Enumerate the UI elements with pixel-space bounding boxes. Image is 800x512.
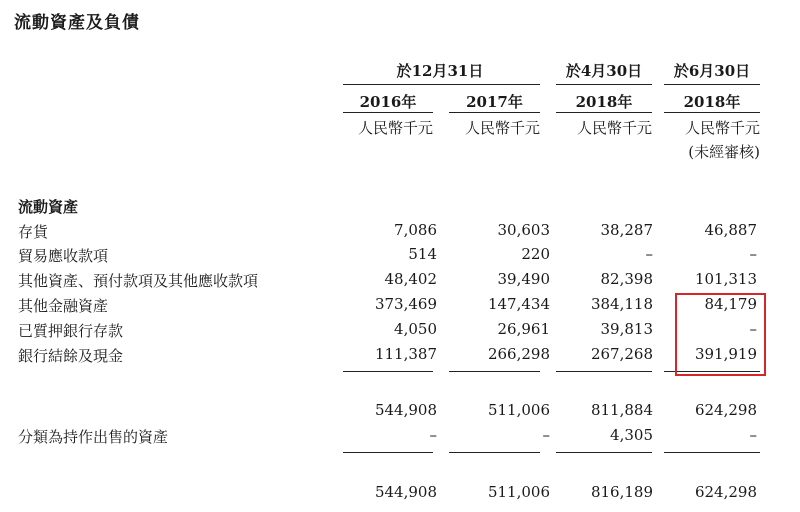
total-row [0,483,800,506]
cell: 38,287 [600,221,653,239]
row-label: 銀行結餘及現金 [18,347,124,365]
cell: 220 [521,245,550,263]
year-rule-2 [449,112,540,113]
cell: 266,298 [487,345,550,363]
row-label: 貿易應收款項 [18,247,109,265]
header-year-2018-apr: 2018年 [575,93,633,111]
total-rule-3 [556,452,652,453]
table-row [0,426,800,449]
cell: 514 [408,245,437,263]
subtotal-rule-1 [343,371,433,372]
year-rule-3 [556,112,652,113]
cell: 147,434 [487,295,550,313]
cell: 511,006 [487,401,550,419]
subtotal-row [0,401,800,424]
cell: 26,961 [497,320,550,338]
subtotal-rule-3 [556,371,652,372]
total-rule-2 [449,452,540,453]
header-year-2018-jun: 2018年 [683,93,741,111]
cell: – [542,426,550,444]
row-label: 存貨 [18,223,49,241]
header-group-jun30: 於6月30日 [673,62,751,80]
cell: 544,908 [374,483,437,501]
subtotal-rule-2 [449,371,540,372]
unit-col2: 人民幣千元 [464,119,540,137]
unit-col1: 人民幣千元 [357,119,433,137]
cell: 48,402 [384,270,437,288]
section-title: 流動資產 [18,198,79,216]
cell: 39,813 [600,320,653,338]
cell: 811,884 [590,401,653,419]
total-rule-4 [664,452,760,453]
header-group-apr30: 於4月30日 [565,62,643,80]
row-label: 已質押銀行存款 [18,322,124,340]
unaudited-note: (未經審核) [688,143,760,161]
cell: – [749,426,757,444]
year-rule-1 [343,112,433,113]
row-label: 分類為持作出售的資產 [18,428,169,446]
header-group-dec31: 於12月31日 [396,62,484,80]
total-rule-1 [343,452,433,453]
cell: 373,469 [374,295,437,313]
cell: 30,603 [497,221,550,239]
cell: 511,006 [487,483,550,501]
cell: 82,398 [600,270,653,288]
table-row [0,245,800,268]
cell: 391,919 [694,345,757,363]
cell: 101,313 [694,270,757,288]
table-row [0,221,800,244]
cell: 84,179 [704,295,757,313]
header-group-jun30-rule [664,84,760,85]
cell: 111,387 [374,345,437,363]
cell: – [749,245,757,263]
highlight-box [675,293,766,376]
cell: – [429,426,437,444]
cell: 544,908 [374,401,437,419]
cell: 624,298 [694,401,757,419]
cell: 4,305 [610,426,653,444]
cell: 46,887 [704,221,757,239]
header-group-apr30-rule [556,84,652,85]
cell: 624,298 [694,483,757,501]
header-year-2016: 2016年 [359,93,417,111]
cell: – [749,320,757,338]
cell: 39,490 [497,270,550,288]
table-row [0,270,800,293]
row-label: 其他金融資產 [18,297,109,315]
page-title: 流動資產及負債 [14,13,140,33]
cell: 7,086 [394,221,437,239]
unit-col3: 人民幣千元 [576,119,652,137]
cell: 267,268 [590,345,653,363]
cell: – [645,245,653,263]
year-rule-4 [664,112,760,113]
header-year-2017: 2017年 [466,93,523,111]
header-group-dec31-rule [343,84,540,85]
unit-col4: 人民幣千元 [684,119,760,137]
cell: 4,050 [394,320,437,338]
cell: 384,118 [590,295,653,313]
row-label: 其他資產、預付款項及其他應收款項 [18,272,259,290]
cell: 816,189 [590,483,653,501]
